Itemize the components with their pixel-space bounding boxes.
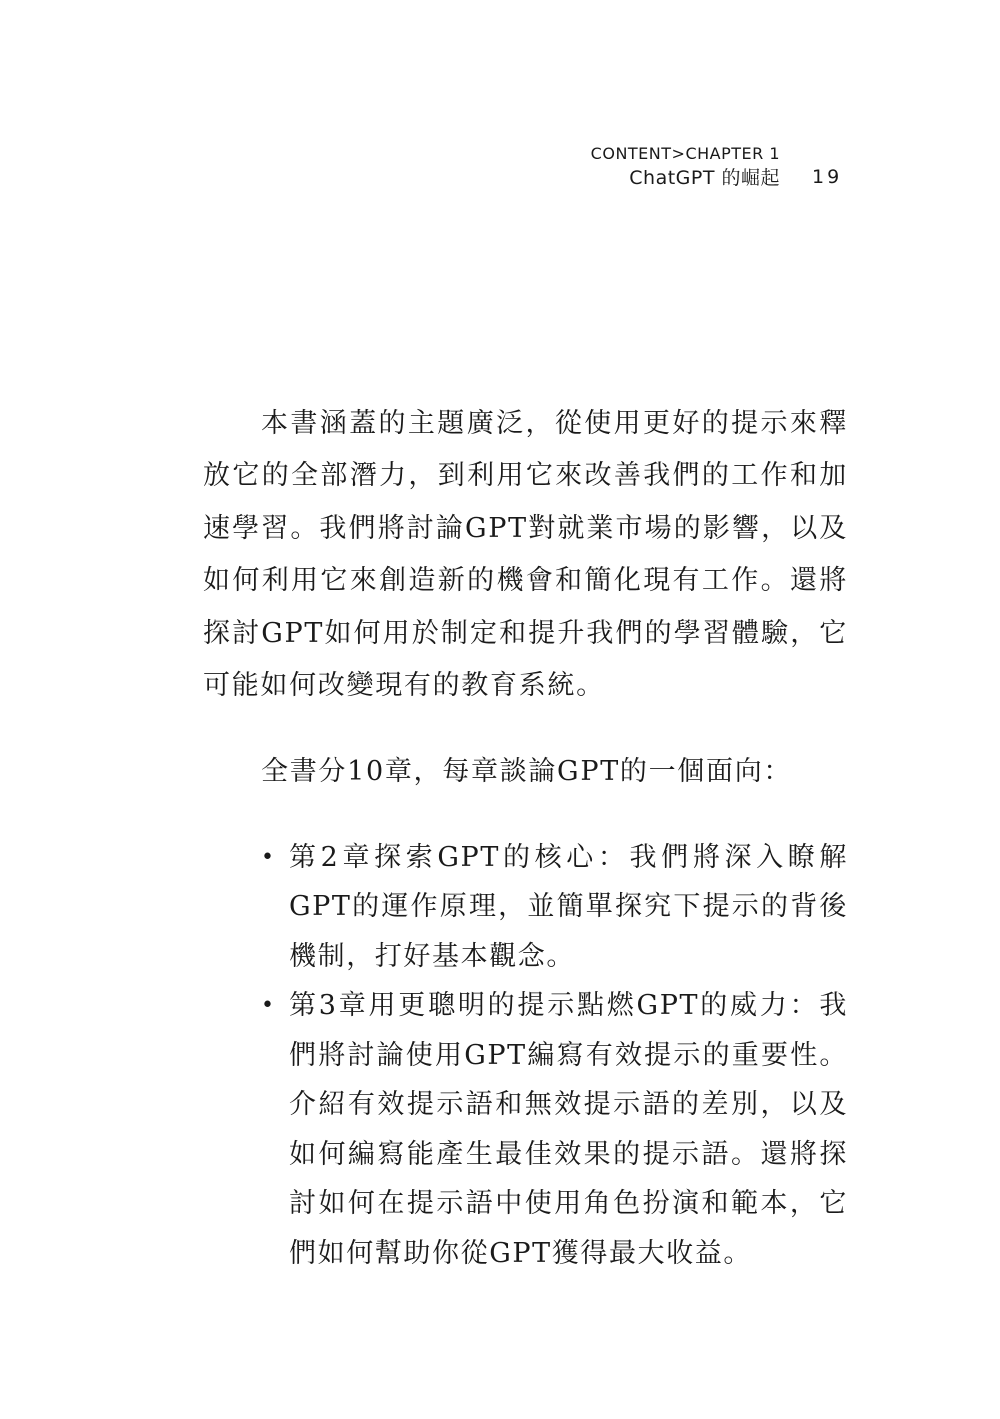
- chapter-list: [203, 833, 848, 1279]
- bullet-icon: •: [261, 844, 276, 870]
- list-item-text: 第3章用更聰明的提示點燃GPT的威力：我們將討論使用GPT編寫有效提示的重要性。介紹有效提示語和無效提示語的差別，以及如何編寫能產生最佳效果的提示語。還將探討如何在提示語中使用角色扮演和範本，它們如何幫助你從GPT獲得最大收益。: [289, 990, 848, 1269]
- paragraph-intro: 本書涵蓋的主題廣泛，從使用更好的提示來釋放它的全部潛力，到利用它來改善我們的工作和加速學習。我們將討論GPT對就業市場的影響，以及如何利用它來創造新的機會和簡化現有工作。還將探討GPT如何用於制定和提升我們的學習體驗，它可能如何改變現有的教育系統。: [203, 408, 848, 702]
- page-number: 19: [812, 166, 843, 188]
- paragraph-summary: 全書分10章，每章談論GPT的一個面向：: [261, 756, 793, 788]
- bullet-icon: •: [261, 993, 276, 1019]
- body-text: [203, 398, 848, 1278]
- list-item: [203, 833, 848, 982]
- list-item-text: 第2章探索GPT的核心：我們將深入瞭解GPT的運作原理，並簡單探究下提示的背後機制，打好基本觀念。: [289, 841, 848, 972]
- list-item: [203, 981, 848, 1278]
- running-header: [480, 143, 780, 191]
- chapter-title: ChatGPT 的崛起: [629, 167, 780, 189]
- breadcrumb: CONTENT>CHAPTER 1: [590, 144, 780, 163]
